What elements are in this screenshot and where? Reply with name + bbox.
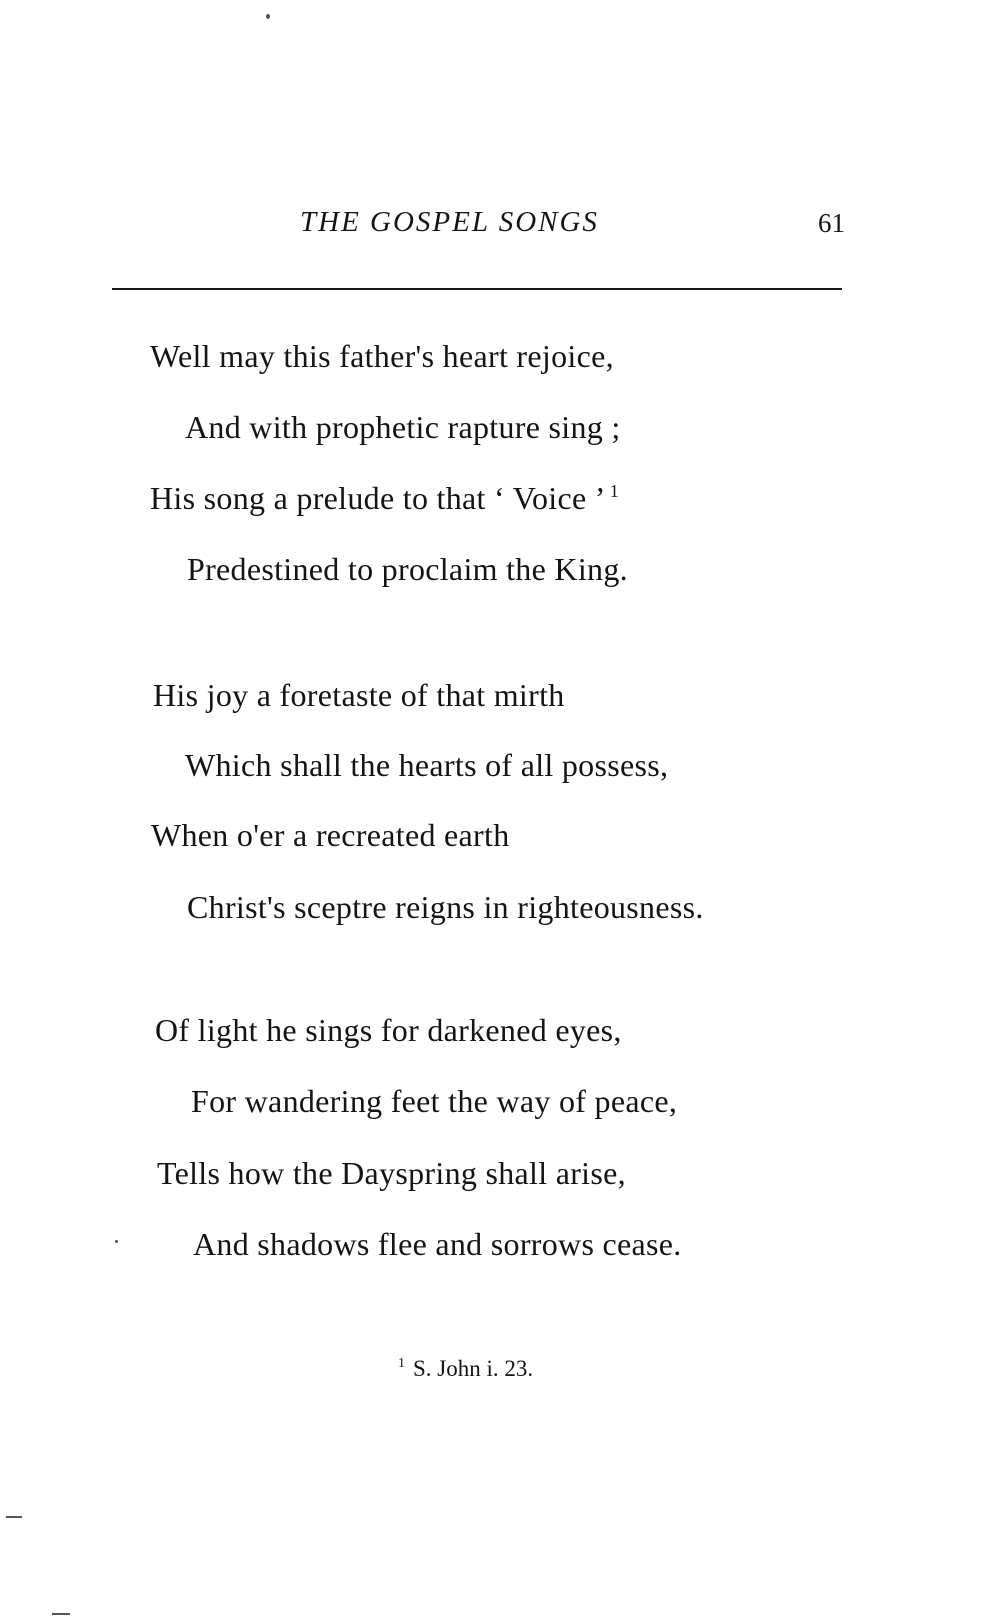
verse-line: Well may this father's heart rejoice, (150, 338, 614, 374)
footnote (398, 1356, 533, 1382)
scan-speck (52, 1613, 70, 1615)
verse-line: His joy a foretaste of that mirth (153, 677, 565, 713)
header-rule (112, 288, 842, 290)
verse-line: Of light he sings for darkened eyes, (155, 1012, 622, 1048)
verse-line: Christ's sceptre reigns in righteousness. (187, 889, 704, 925)
verse-line: And shadows flee and sorrows cease. (193, 1226, 682, 1262)
page-number: 61 (818, 208, 845, 238)
scan-speck (266, 14, 270, 19)
verse-line: Predestined to proclaim the King. (187, 551, 628, 587)
footnote-mark: 1 (398, 1356, 405, 1371)
running-header (0, 206, 1000, 246)
verse-line (150, 480, 619, 517)
verse-line: And with prophetic rapture sing ; (185, 409, 621, 445)
verse-line: When o'er a recreated earth (151, 817, 510, 853)
running-title: THE GOSPEL SONGS (300, 206, 599, 238)
verse-line: Which shall the hearts of all possess, (185, 747, 669, 783)
footnote-reference: 1 (609, 481, 620, 501)
scan-speck (6, 1516, 22, 1518)
verse-line-text: His song a prelude to that ‘ Voice ’ (150, 480, 606, 516)
footnote-text: S. John i. 23. (413, 1356, 534, 1381)
verse-line: For wandering feet the way of peace, (191, 1083, 678, 1119)
scan-speck (115, 1240, 118, 1243)
verse-line: Tells how the Dayspring shall arise, (157, 1155, 626, 1191)
